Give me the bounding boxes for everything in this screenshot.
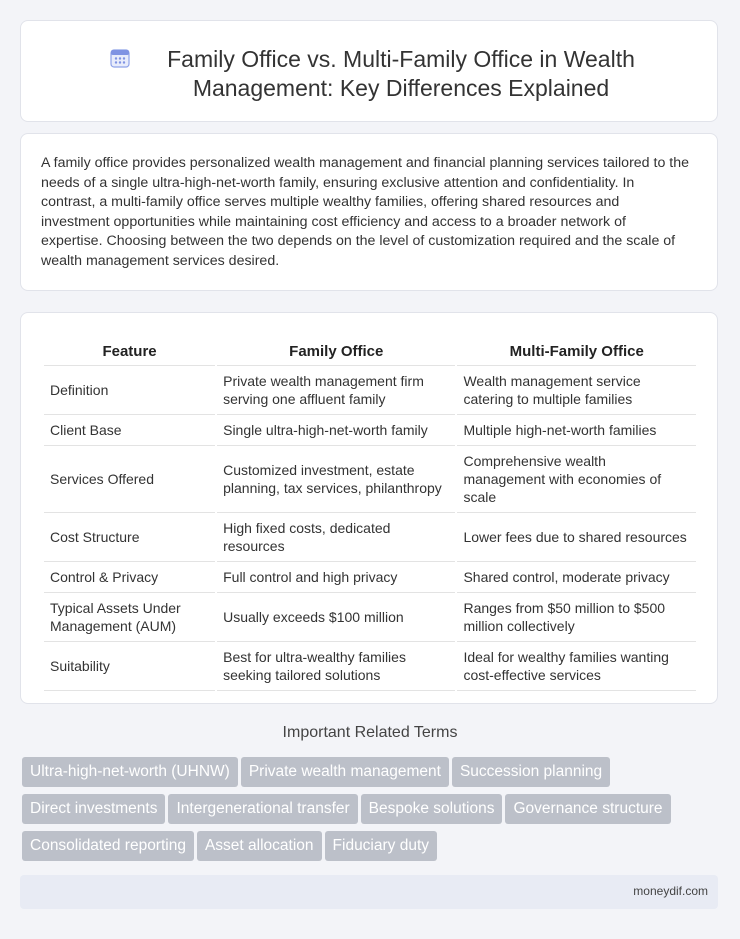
feature-cell: Services Offered: [44, 446, 215, 513]
family-office-cell: Private wealth management firm serving one affluent family: [217, 366, 455, 415]
table-row: [44, 562, 696, 593]
column-header: Family Office: [217, 333, 455, 366]
table-header-row: [44, 333, 696, 366]
related-terms-list: [22, 757, 722, 868]
table-row: [44, 513, 696, 562]
related-term-tag[interactable]: Bespoke solutions: [361, 794, 503, 824]
page-title: Family Office vs. Multi-Family Office in Wealth Management: Key Differences Explained: [167, 46, 635, 101]
comparison-table: [42, 333, 698, 691]
related-term-tag[interactable]: Governance structure: [505, 794, 670, 824]
column-header: Multi-Family Office: [457, 333, 696, 366]
header-card: [20, 20, 718, 122]
intro-card: [20, 133, 718, 291]
column-header: Feature: [44, 333, 215, 366]
intro-paragraph: A family office provides personalized wealth management and financial planning services tailored to the needs of a single ultra-high-net-worth family, ensuring exclusive attention and confidentiality. In contrast, a multi-family office serves multiple wealthy families, offering shared resources and investment opportunities while maintaining cost efficiency and access to a broader network of expertise. Choosing between the two depends on the level of customization required and the scale of wealth management services desired.: [41, 155, 690, 269]
multi-family-office-cell: Comprehensive wealth management with economies of scale: [457, 446, 696, 513]
table-row: [44, 642, 696, 691]
multi-family-office-cell: Ideal for wealthy families wanting cost-effective services: [457, 642, 696, 691]
multi-family-office-cell: Lower fees due to shared resources: [457, 513, 696, 562]
footer-site-link[interactable]: moneydif.com: [633, 884, 708, 898]
multi-family-office-cell: Multiple high-net-worth families: [457, 415, 696, 446]
calendar-icon: [109, 47, 131, 69]
family-office-cell: Single ultra-high-net-worth family: [217, 415, 455, 446]
family-office-cell: Customized investment, estate planning, tax services, philanthropy: [217, 446, 455, 513]
family-office-cell: Full control and high privacy: [217, 562, 455, 593]
related-term-tag[interactable]: Direct investments: [22, 794, 165, 824]
table-row: [44, 593, 696, 642]
related-term-tag[interactable]: Consolidated reporting: [22, 831, 194, 861]
family-office-cell: Usually exceeds $100 million: [217, 593, 455, 642]
feature-cell: Suitability: [44, 642, 215, 691]
table-row: [44, 446, 696, 513]
table-row: [44, 415, 696, 446]
table-row: [44, 366, 696, 415]
multi-family-office-cell: Wealth management service catering to multiple families: [457, 366, 696, 415]
related-term-tag[interactable]: Fiduciary duty: [325, 831, 437, 861]
related-term-tag[interactable]: Ultra-high-net-worth (UHNW): [22, 757, 238, 787]
multi-family-office-cell: Shared control, moderate privacy: [457, 562, 696, 593]
feature-cell: Client Base: [44, 415, 215, 446]
comparison-table-card: [20, 312, 718, 704]
feature-cell: Typical Assets Under Management (AUM): [44, 593, 215, 642]
related-terms-heading: Important Related Terms: [282, 724, 458, 741]
feature-cell: Cost Structure: [44, 513, 215, 562]
family-office-cell: High fixed costs, dedicated resources: [217, 513, 455, 562]
related-term-tag[interactable]: Intergenerational transfer: [168, 794, 357, 824]
related-term-tag[interactable]: Succession planning: [452, 757, 610, 787]
footer: [20, 875, 718, 909]
multi-family-office-cell: Ranges from $50 million to $500 million collectively: [457, 593, 696, 642]
related-term-tag[interactable]: Asset allocation: [197, 831, 322, 861]
related-term-tag[interactable]: Private wealth management: [241, 757, 449, 787]
family-office-cell: Best for ultra-wealthy families seeking tailored solutions: [217, 642, 455, 691]
feature-cell: Definition: [44, 366, 215, 415]
feature-cell: Control & Privacy: [44, 562, 215, 593]
